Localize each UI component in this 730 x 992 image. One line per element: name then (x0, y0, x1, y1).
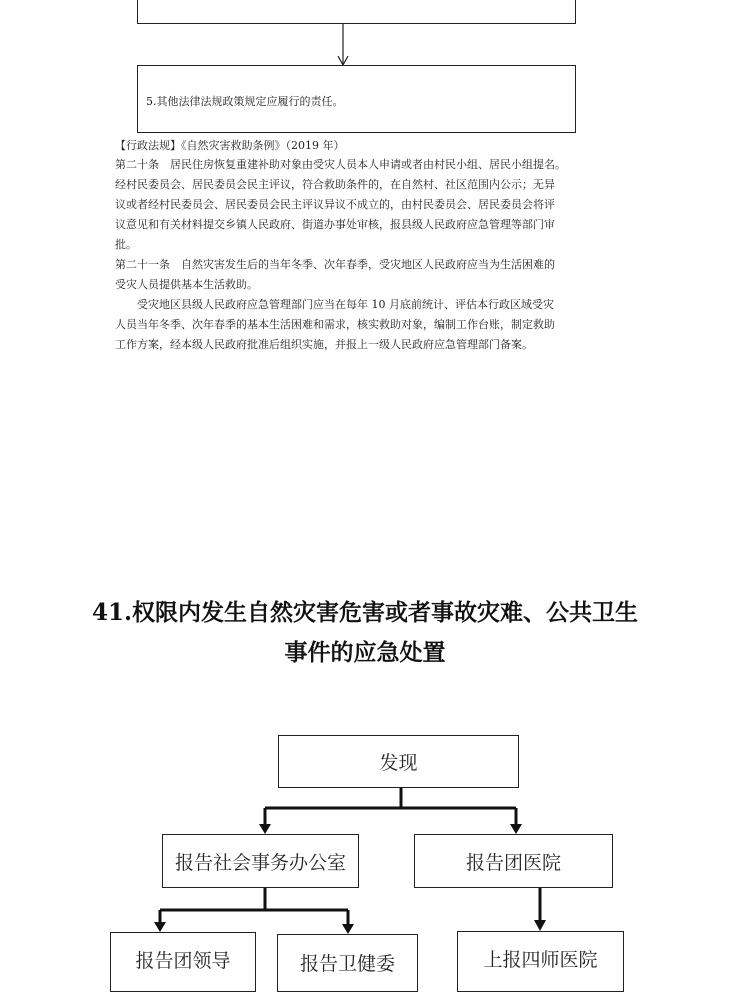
law-line: 受灾人员提供基本生活救助。 (115, 278, 258, 291)
law-line: 经村民委员会、居民委员会民主评议，符合救助条件的，在自然村、社区范围内公示；无异 (115, 178, 555, 191)
law-line: 受灾地区县级人民政府应急管理部门应当在每年 10 月底前统计、评估本行政区域受灾 (115, 298, 554, 311)
section-title-line-2: 事件的应急处置 (284, 639, 446, 666)
arrowhead-fourth-division (534, 920, 546, 931)
section-title-line-1: 41.权限内发生自然灾害危害或者事故灾难、公共卫生 (91, 599, 638, 626)
arrowhead-regiment-leader (154, 922, 166, 932)
flow-box-social-office (162, 834, 359, 888)
flow-box-regiment-leader (110, 932, 256, 992)
flow-box-regiment-hospital-label: 报告团医院 (465, 851, 561, 874)
flow-box-fourth-division-hospital (457, 931, 624, 992)
law-line: 工作方案，经本级人民政府批准后组织实施，并报上一级人民政府应急管理部门备案。 (115, 338, 533, 351)
arrowhead-social-office (259, 824, 271, 834)
law-line: 第二十条 居民住房恢复重建补助对象由受灾人员本人申请或者由村民小组、居民小组提名。 (115, 158, 566, 171)
law-heading: 【行政法规】《自然灾害救助条例》（2019 年） (115, 139, 345, 152)
flow-box-discover-label: 发现 (379, 752, 418, 774)
flow-box-discover (278, 735, 519, 788)
law-line: 人员当年冬季、次年春季的基本生活困难和需求，核实救助对象，编制工作台账，制定救助 (115, 318, 555, 331)
law-line: 第二十一条 自然灾害发生后的当年冬季、次年春季，受灾地区人民政府应当为生活困难的 (115, 258, 555, 271)
law-line: 议或者经村民委员会、居民委员会民主评议异议不成立的，由村民委员会、居民委员会将评 (115, 198, 555, 211)
arrowhead-health-commission (342, 924, 354, 934)
arrowhead-regiment-hospital (510, 824, 522, 834)
law-line: 批。 (115, 238, 137, 251)
flow-box-fourth-division-hospital-label: 上报四师医院 (483, 949, 598, 971)
law-line: 议意见和有关材料提交乡镇人民政府、街道办事处审核，报县级人民政府应急管理等部门审 (115, 218, 555, 231)
flow-box-health-commission-label: 报告卫健委 (299, 952, 395, 975)
flow-box-social-office-label: 报告社会事务办公室 (174, 851, 346, 874)
flow-box-regiment-hospital (414, 834, 613, 888)
responsibility-box-5-text: 5.其他法律法规政策规定应履行的责任。 (146, 95, 344, 108)
flow-box-health-commission (277, 934, 418, 992)
flow-box-regiment-leader-label: 报告团领导 (135, 949, 231, 972)
